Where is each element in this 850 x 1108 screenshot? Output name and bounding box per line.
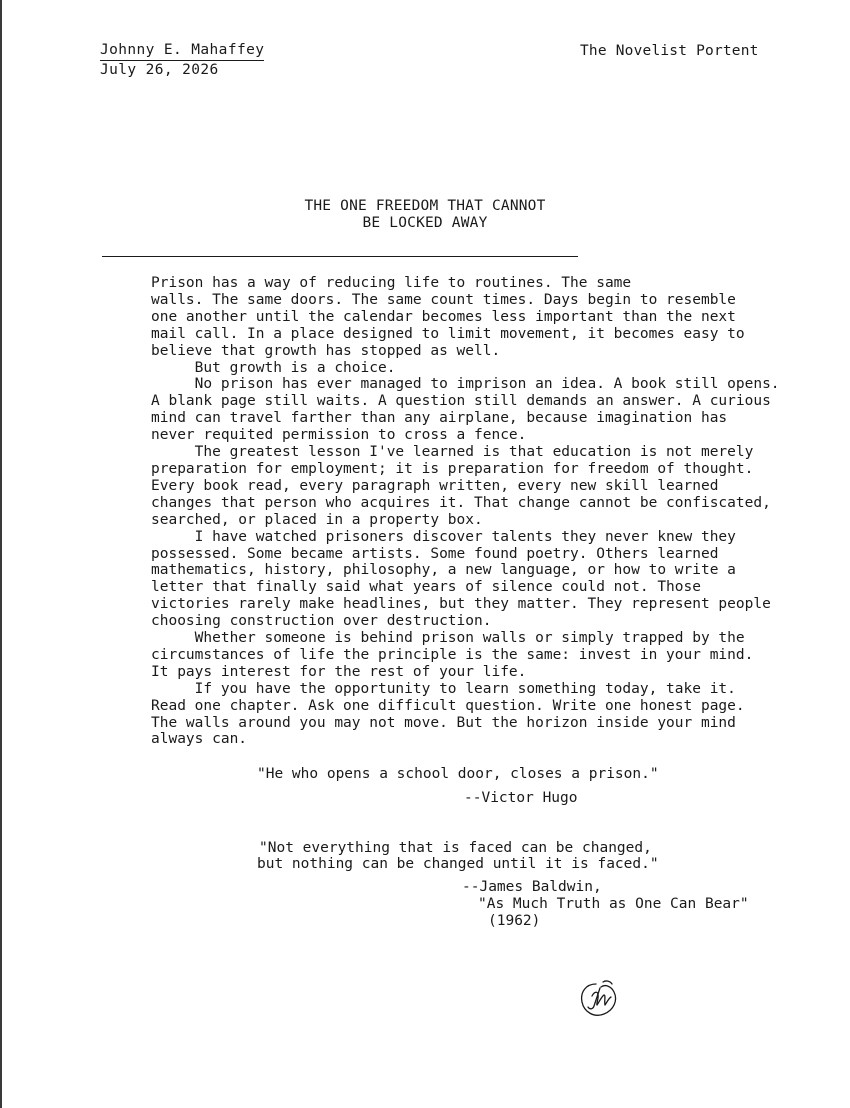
hugo-quote-attribution: --Victor Hugo	[464, 790, 578, 806]
body-line: If you have the opportunity to learn something today, take it.	[151, 680, 736, 697]
body-line: always can.	[151, 731, 248, 748]
body-line: searched, or placed in a property box.	[151, 511, 483, 528]
baldwin-attribution-year: (1962)	[488, 913, 541, 929]
article-title	[230, 198, 620, 232]
author-name: Johnny E. Mahaffey	[100, 41, 264, 61]
body-line: I have watched prisoners discover talents they never knew they	[151, 528, 736, 545]
body-line: Whether someone is behind prison walls or simply trapped by the	[151, 630, 745, 647]
scan-edge	[0, 0, 2, 1108]
body-line: No prison has ever managed to imprison an idea. A book still opens.	[151, 376, 780, 393]
body-line: mind can travel farther than any airplane, because imagination has	[151, 410, 728, 427]
body-line: Every book read, every paragraph written, every new skill learned	[151, 477, 719, 494]
body-line: preparation for employment; it is preparation for freedom of thought.	[151, 460, 754, 477]
body-line: letter that finally said what years of silence could not. Those	[151, 579, 701, 596]
baldwin-quote-line-1: "Not everything that is faced can be changed,	[259, 840, 652, 856]
baldwin-attribution-source: "As Much Truth as One Can Bear"	[478, 896, 749, 912]
body-line: The greatest lesson I've learned is that education is not merely	[151, 444, 754, 461]
title-line-2: BE LOCKED AWAY	[362, 215, 488, 231]
body-line: A blank page still waits. A question still demands an answer. A curious	[151, 393, 771, 410]
signature-initials	[574, 978, 624, 1022]
body-line: victories rarely make headlines, but they matter. They represent people	[151, 596, 771, 613]
body-line: possessed. Some became artists. Some found poetry. Others learned	[151, 545, 719, 562]
body-line: circumstances of life the principle is the same: invest in your mind.	[151, 646, 754, 663]
body-line: But growth is a choice.	[151, 359, 396, 376]
body-line: choosing construction over destruction.	[151, 613, 492, 630]
body-line: changes that person who acquires it. That change cannot be confiscated,	[151, 494, 771, 511]
title-line-1: THE ONE FREEDOM THAT CANNOT	[304, 198, 546, 214]
publication-name: The Novelist Portent	[580, 43, 759, 59]
body-line: It pays interest for the rest of your life.	[151, 663, 527, 680]
article-body	[151, 275, 780, 748]
body-line: walls. The same doors. The same count times. Days begin to resemble	[151, 291, 736, 308]
baldwin-attribution-author: --James Baldwin,	[462, 879, 602, 895]
title-underline	[102, 256, 578, 257]
body-line: never requited permission to cross a fence.	[151, 427, 527, 444]
body-line: The walls around you may not move. But the horizon inside your mind	[151, 714, 736, 731]
body-line: Read one chapter. Ask one difficult question. Write one honest page.	[151, 697, 745, 714]
body-line: mathematics, history, philosophy, a new language, or how to write a	[151, 562, 736, 579]
author-block	[100, 41, 264, 79]
body-line: mail call. In a place designed to limit movement, it becomes easy to	[151, 325, 745, 342]
body-line: believe that growth has stopped as well.	[151, 342, 501, 359]
hugo-quote-text: "He who opens a school door, closes a prison."	[257, 766, 659, 782]
body-line: Prison has a way of reducing life to routines. The same	[151, 275, 632, 291]
body-line: one another until the calendar becomes less important than the next	[151, 308, 736, 325]
baldwin-quote-line-2: but nothing can be changed until it is faced."	[257, 856, 659, 872]
date: July 26, 2026	[100, 62, 219, 78]
